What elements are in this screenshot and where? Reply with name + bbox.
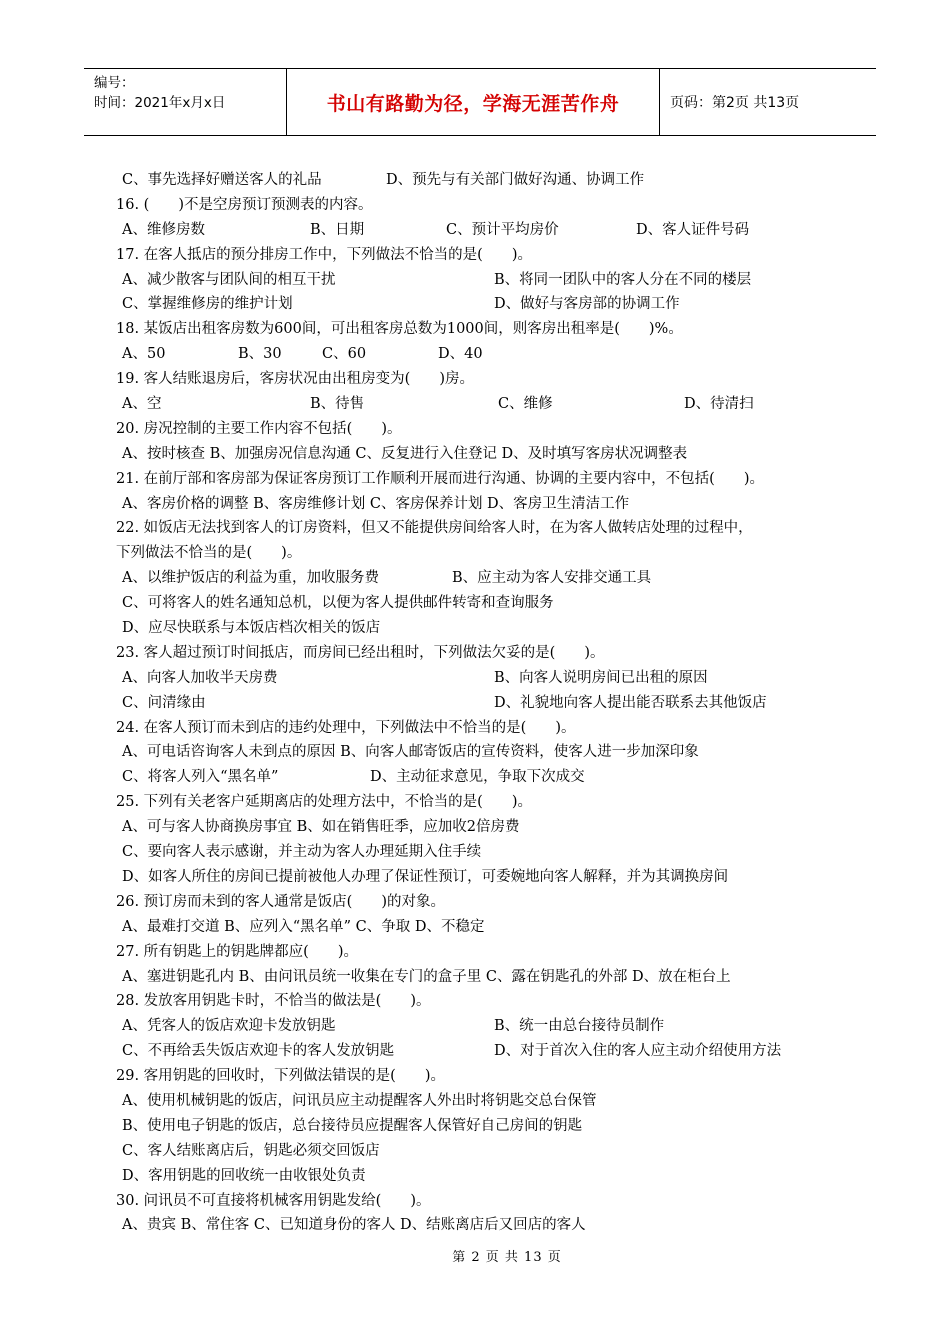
text-segment: C、预计平均房价	[446, 221, 559, 238]
text-segment: D、做好与客房部的协调工作	[494, 296, 680, 313]
text-segment: D、如客人所住的房间已提前被他人办理了保证性预订，可委婉地向客人解释，并为其调换房间	[122, 868, 729, 885]
text-line	[116, 317, 836, 342]
text-segment: B、使用电子钥匙的饭店，总台接待员应提醒客人保管好自己房间的钥匙	[122, 1117, 583, 1134]
text-line	[116, 541, 836, 566]
text-line	[116, 965, 836, 990]
text-segment: 18. 某饭店出租客房数为600间，可出租客房总数为1000间，则客房出租率是( )%。	[116, 321, 683, 338]
page-label: 页码：第2页 共13页	[670, 95, 800, 111]
text-segment: B、30	[238, 346, 282, 363]
text-line	[116, 1213, 836, 1238]
text-line	[116, 392, 836, 417]
text-segment: 28. 发放客用钥匙卡时，不恰当的做法是( )。	[116, 993, 431, 1010]
text-segment: C、要向客人表示感谢，并主动为客人办理延期入住手续	[122, 844, 482, 861]
text-line	[116, 1139, 836, 1164]
text-line	[116, 815, 836, 840]
text-line	[116, 193, 836, 218]
text-segment: B、待售	[310, 396, 365, 413]
text-segment: 22. 如饭店无法找到客人的订房资料，但又不能提供房间给客人时，在为客人做转店处理的过程中，	[116, 520, 753, 537]
text-line	[116, 1014, 836, 1039]
text-segment: 26. 预订房而未到的客人通常是饭店( )的对象。	[116, 893, 445, 910]
text-segment: 19. 客人结账退房后，客房状况由出租房变为( )房。	[116, 371, 474, 388]
text-line	[116, 566, 836, 591]
text-segment: B、向客人说明房间已出租的原因	[494, 669, 708, 686]
text-line	[116, 467, 836, 492]
text-line	[116, 168, 836, 193]
text-line	[116, 790, 836, 815]
text-segment: 16. ( )不是空房预订预测表的内容。	[116, 196, 373, 213]
text-segment: 29. 客用钥匙的回收时，下列做法错误的是( )。	[116, 1068, 445, 1085]
text-segment: 下列做法不恰当的是( )。	[116, 545, 302, 562]
text-segment: 30. 问讯员不可直接将机械客用钥匙发给( )。	[116, 1192, 431, 1209]
text-line	[116, 268, 836, 293]
text-line	[116, 915, 836, 940]
text-line	[116, 1039, 836, 1064]
text-segment: A、以维护饭店的利益为重，加收服务费	[122, 570, 379, 587]
text-line	[116, 616, 836, 641]
text-line	[116, 367, 836, 392]
text-line	[116, 492, 836, 517]
text-segment: A、最难打交道 B、应列入“黑名单” C、争取 D、不稳定	[122, 918, 485, 935]
question-list	[116, 168, 836, 1238]
text-segment: A、凭客人的饭店欢迎卡发放钥匙	[122, 1018, 336, 1035]
text-line	[116, 1064, 836, 1089]
text-line	[116, 989, 836, 1014]
text-segment: A、减少散客与团队间的相互干扰	[122, 271, 336, 288]
text-segment: A、贵宾 B、常住客 C、已知道身份的客人 D、结账离店后又回店的客人	[122, 1217, 586, 1234]
text-line	[116, 641, 836, 666]
text-segment: C、将客人列入“黑名单”	[122, 769, 279, 786]
text-segment: A、50	[122, 346, 166, 363]
text-line	[116, 218, 836, 243]
text-segment: C、不再给丢失饭店欢迎卡的客人发放钥匙	[122, 1043, 395, 1060]
text-line	[116, 342, 836, 367]
text-segment: D、待清扫	[684, 396, 754, 413]
text-line	[116, 516, 836, 541]
text-segment: 21. 在前厅部和客房部为保证客房预订工作顺利开展而进行沟通、协调的主要内容中，不包括( )。	[116, 470, 764, 487]
text-segment: A、空	[122, 396, 162, 413]
text-line	[116, 890, 836, 915]
text-segment: A、维修房数	[122, 221, 205, 238]
number-label: 编号：	[94, 75, 135, 91]
text-segment: C、可将客人的姓名通知总机，以便为客人提供邮件转寄和查询服务	[122, 595, 554, 612]
text-line	[116, 417, 836, 442]
text-line	[116, 765, 836, 790]
text-segment: C、掌握维修房的维护计划	[122, 296, 293, 313]
text-line	[116, 1114, 836, 1139]
text-segment: A、使用机械钥匙的饭店，问讯员应主动提醒客人外出时将钥匙交总台保管	[122, 1092, 597, 1109]
header-page-cell	[660, 69, 876, 135]
text-segment: C、60	[322, 346, 367, 363]
text-segment: C、维修	[498, 396, 553, 413]
text-segment: A、向客人加收半天房费	[122, 669, 278, 686]
header-meta	[84, 69, 287, 135]
text-segment: D、主动征求意见，争取下次成交	[370, 769, 585, 786]
text-segment: B、日期	[310, 221, 365, 238]
text-segment: D、应尽快联系与本饭店档次相关的饭店	[122, 620, 381, 637]
text-line	[116, 1089, 836, 1114]
text-line	[116, 740, 836, 765]
text-segment: 17. 在客人抵店的预分排房工作中，下列做法不恰当的是( )。	[116, 246, 532, 263]
text-segment: C、客人结账离店后，钥匙必须交回饭店	[122, 1142, 380, 1159]
text-line	[116, 442, 836, 467]
text-segment: C、问清缘由	[122, 694, 206, 711]
text-segment: 25. 下列有关老客户延期离店的处理方法中，不恰当的是( )。	[116, 794, 532, 811]
text-segment: C、事先选择好赠送客人的礼品	[122, 172, 322, 188]
text-line	[116, 840, 836, 865]
text-segment: D、礼貌地向客人提出能否联系去其他饭店	[494, 694, 767, 711]
text-line	[116, 243, 836, 268]
text-segment: 27. 所有钥匙上的钥匙牌都应( )。	[116, 943, 358, 960]
text-segment: D、预先与有关部门做好沟通、协调工作	[386, 172, 645, 188]
text-line	[116, 591, 836, 616]
text-segment: A、客房价格的调整 B、客房维修计划 C、客房保养计划 D、客房卫生清洁工作	[122, 495, 630, 512]
text-segment: D、客用钥匙的回收统一由收银处负责	[122, 1167, 366, 1184]
text-segment: 23. 客人超过预订时间抵店，而房间已经出租时，下列做法欠妥的是( )。	[116, 644, 605, 661]
text-segment: 20. 房况控制的主要工作内容不包括( )。	[116, 420, 402, 437]
text-line	[116, 292, 836, 317]
text-line	[116, 1189, 836, 1214]
text-segment: A、可与客人协商换房事宜 B、如在销售旺季，应加收2倍房费	[122, 819, 520, 836]
text-line	[116, 691, 836, 716]
text-line	[116, 716, 836, 741]
time-label: 时间：2021年x月x日	[94, 95, 226, 111]
text-segment: D、40	[438, 346, 483, 363]
text-segment: 24. 在客人预订而未到店的违约处理中，下列做法中不恰当的是( )。	[116, 719, 576, 736]
text-segment: B、将同一团队中的客人分在不同的楼层	[494, 271, 752, 288]
header-motto-cell	[287, 69, 660, 135]
text-segment: A、按时核查 B、加强房况信息沟通 C、反复进行入住登记 D、及时填写客房状况调整表	[122, 445, 688, 462]
motto: 书山有路勤为径，学海无涯苦作舟	[326, 92, 620, 115]
text-line	[116, 940, 836, 965]
text-segment: D、客人证件号码	[636, 221, 750, 238]
text-line	[116, 1164, 836, 1189]
text-segment: D、对于首次入住的客人应主动介绍使用方法	[494, 1043, 782, 1060]
text-segment: B、统一由总台接待员制作	[494, 1018, 665, 1035]
page-header	[84, 68, 876, 136]
text-line	[116, 865, 836, 890]
text-line	[116, 666, 836, 691]
page-footer: 第 2 页 共 13 页	[452, 1250, 562, 1265]
text-segment: A、可电话咨询客人未到点的原因 B、向客人邮寄饭店的宣传资料，使客人进一步加深印象	[122, 744, 699, 761]
text-segment: A、塞进钥匙孔内 B、由问讯员统一收集在专门的盒子里 C、露在钥匙孔的外部 D、放在柜台上	[122, 968, 731, 985]
text-segment: B、应主动为客人安排交通工具	[452, 570, 652, 587]
